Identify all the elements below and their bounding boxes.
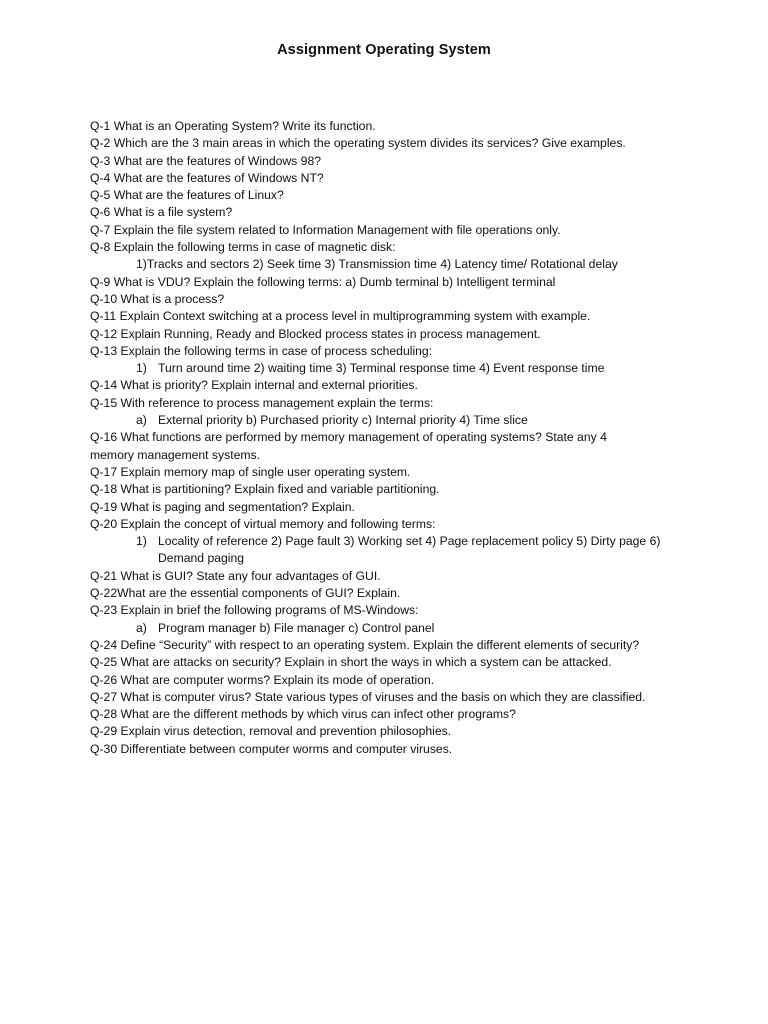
line-text: Q-29 Explain virus detection, removal and prevention philosophies. xyxy=(90,724,452,739)
line-text: 1)Tracks and sectors 2) Seek time 3) Transmission time 4) Latency time/ Rotational delay xyxy=(136,257,618,272)
question-item xyxy=(90,637,690,654)
question-item xyxy=(90,602,690,619)
document-title: Assignment Operating System xyxy=(277,42,491,58)
line-text: Q-9 What is VDU? Explain the following terms: a) Dumb terminal b) Intelligent terminal xyxy=(90,274,556,289)
sub-item xyxy=(90,256,690,273)
line-text: Q-20 Explain the concept of virtual memory and following terms: xyxy=(90,516,436,531)
line-text: Q-13 Explain the following terms in case of process scheduling: xyxy=(90,343,433,358)
line-text: Q-12 Explain Running, Ready and Blocked process states in process management. xyxy=(90,326,541,341)
line-text: Q-17 Explain memory map of single user operating system. xyxy=(90,464,411,479)
line-text: memory management systems. xyxy=(90,447,261,462)
sub-item xyxy=(90,360,690,377)
question-item xyxy=(90,395,690,412)
question-item xyxy=(90,672,690,689)
question-item xyxy=(90,135,690,152)
line-text: Q-3 What are the features of Windows 98? xyxy=(90,153,321,168)
line-text: Q-28 What are the different methods by which virus can infect other programs? xyxy=(90,707,516,722)
question-item xyxy=(90,170,690,187)
sub-item-marker: a) xyxy=(136,620,147,635)
line-text: Q-24 Define “Security” with respect to an operating system. Explain the different elements of security? xyxy=(90,637,640,652)
line-text: Q-10 What is a process? xyxy=(90,291,225,306)
question-item xyxy=(90,741,690,758)
question-item xyxy=(90,568,690,585)
question-item xyxy=(90,429,690,446)
question-item xyxy=(90,464,690,481)
line-text: Q-19 What is paging and segmentation? Explain. xyxy=(90,499,355,514)
question-item xyxy=(90,153,690,170)
line-text: Q-25 What are attacks on security? Explain in short the ways in which a system can be attacked. xyxy=(90,655,612,670)
question-item xyxy=(90,326,690,343)
line-text: External priority b) Purchased priority c) Internal priority 4) Time slice xyxy=(158,413,528,428)
line-text: Q-7 Explain the file system related to Information Management with file operations only. xyxy=(90,222,561,237)
question-item xyxy=(90,187,690,204)
sub-item-marker: 1) xyxy=(136,361,147,376)
question-item xyxy=(90,499,690,516)
question-item xyxy=(90,204,690,221)
question-item xyxy=(90,377,690,394)
line-text: Q-6 What is a file system? xyxy=(90,205,233,220)
line-text: Q-27 What is computer virus? State various types of viruses and the basis on which they are classified. xyxy=(90,689,646,704)
line-text: Q-2 Which are the 3 main areas in which the operating system divides its services? Give examples. xyxy=(90,136,626,151)
question-item xyxy=(90,118,690,135)
line-text: Q-1 What is an Operating System? Write its function. xyxy=(90,119,376,133)
line-text: Turn around time 2) waiting time 3) Terminal response time 4) Event response time xyxy=(158,361,605,376)
question-item xyxy=(90,291,690,308)
sub-item-marker: a) xyxy=(136,413,147,428)
line-text: Q-8 Explain the following terms in case of magnetic disk: xyxy=(90,240,396,255)
question-continuation xyxy=(90,447,690,464)
question-item xyxy=(90,239,690,256)
question-item xyxy=(90,308,690,325)
question-item xyxy=(90,481,690,498)
sub-item xyxy=(90,412,690,429)
question-list xyxy=(90,118,690,758)
line-text: Q-4 What are the features of Windows NT? xyxy=(90,170,324,185)
line-text: Q-14 What is priority? Explain internal and external priorities. xyxy=(90,378,418,393)
sub-item-marker: 1) xyxy=(136,534,147,549)
line-text: Q-30 Differentiate between computer worms and computer viruses. xyxy=(90,741,453,756)
line-text: Q-23 Explain in brief the following programs of MS-Windows: xyxy=(90,603,419,618)
line-text: Q-22What are the essential components of GUI? Explain. xyxy=(90,586,401,601)
question-item xyxy=(90,689,690,706)
question-item xyxy=(90,274,690,291)
line-text: Q-15 With reference to process management explain the terms: xyxy=(90,395,434,410)
line-text: Q-5 What are the features of Linux? xyxy=(90,188,284,203)
question-item xyxy=(90,516,690,533)
question-item xyxy=(90,585,690,602)
line-text: Q-21 What is GUI? State any four advantages of GUI. xyxy=(90,568,381,583)
question-item xyxy=(90,222,690,239)
line-text: Q-26 What are computer worms? Explain its mode of operation. xyxy=(90,672,435,687)
line-text: Program manager b) File manager c) Control panel xyxy=(158,620,435,635)
line-text: Q-18 What is partitioning? Explain fixed and variable partitioning. xyxy=(90,482,440,497)
question-item xyxy=(90,706,690,723)
question-item xyxy=(90,654,690,671)
sub-item xyxy=(90,533,690,550)
sub-item xyxy=(90,620,690,637)
question-item xyxy=(90,343,690,360)
line-text: Q-11 Explain Context switching at a process level in multiprogramming system with example. xyxy=(90,309,591,324)
question-item xyxy=(90,723,690,740)
line-text: Locality of reference 2) Page fault 3) Working set 4) Page replacement policy 5) Dirty page 6) xyxy=(158,534,661,549)
sub-item xyxy=(90,550,690,567)
line-text: Demand paging xyxy=(158,551,245,566)
line-text: Q-16 What functions are performed by memory management of operating systems? State any 4 xyxy=(90,430,607,445)
